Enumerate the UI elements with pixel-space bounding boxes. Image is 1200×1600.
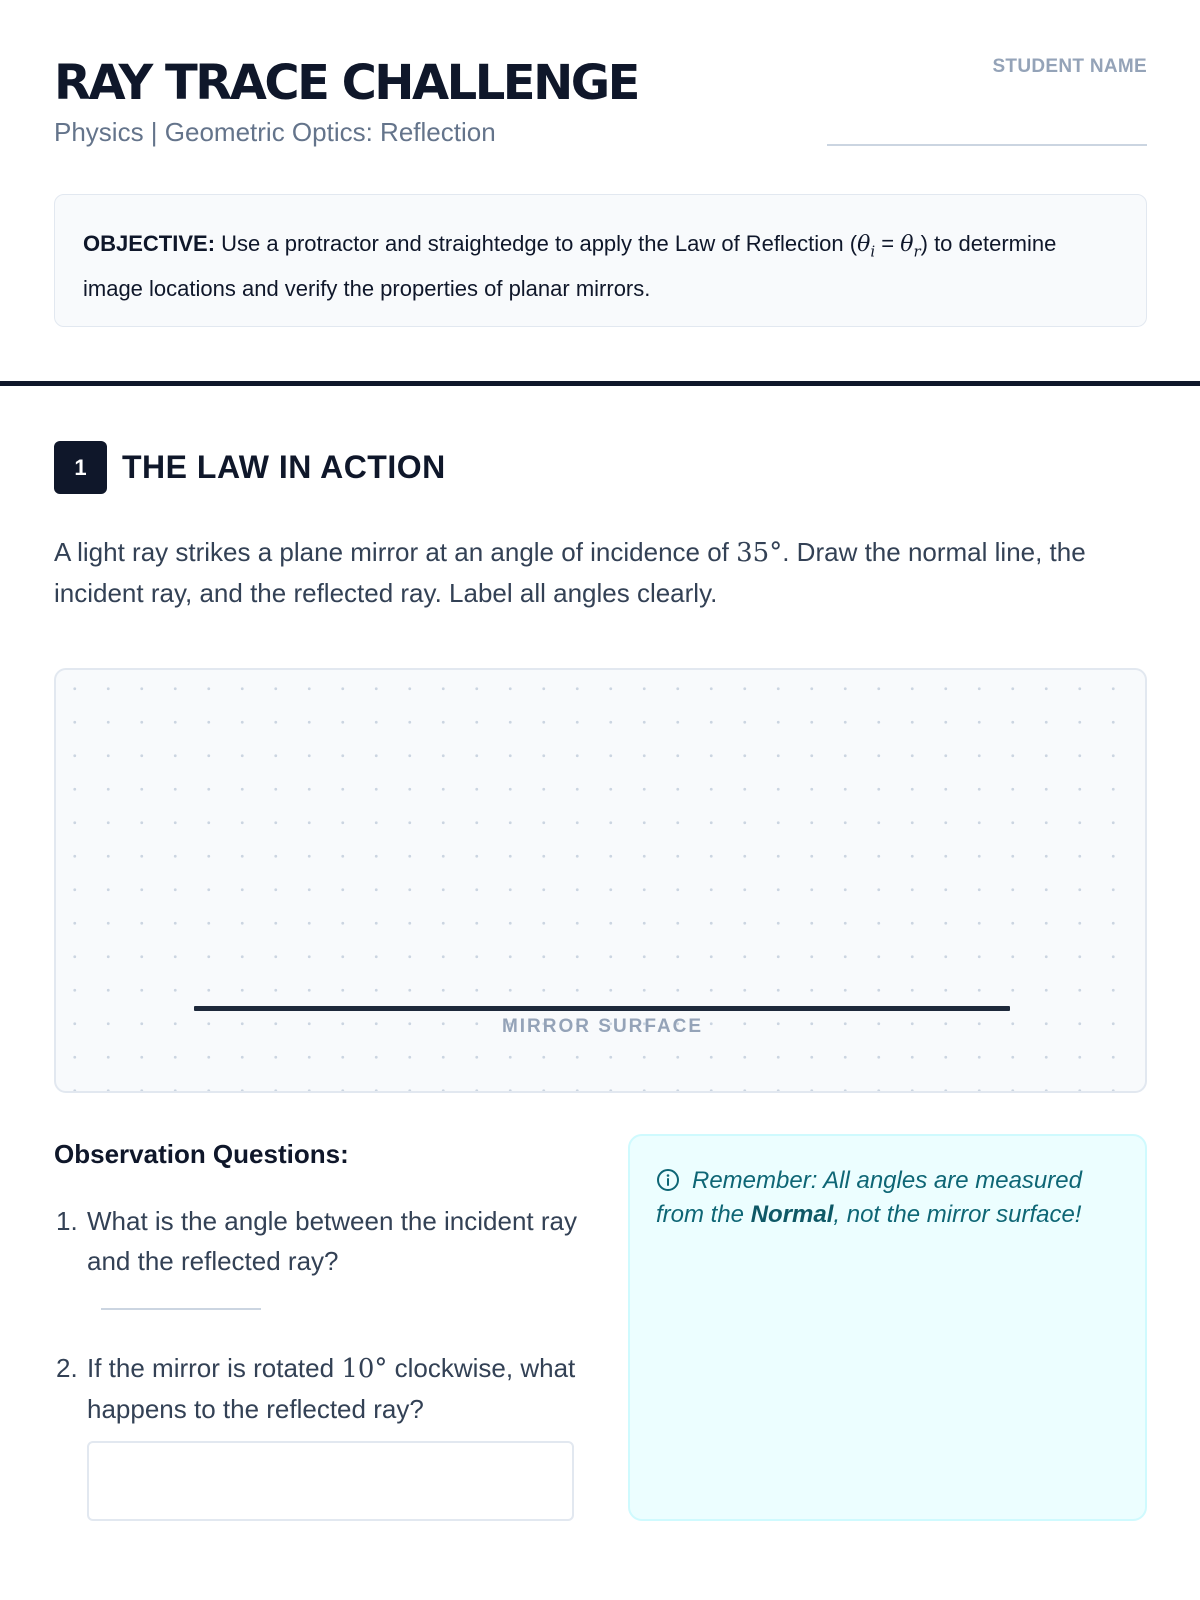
ray-drawing-area[interactable] bbox=[54, 668, 1147, 1093]
section-title: THE LAW IN ACTION bbox=[122, 449, 446, 485]
objective-box bbox=[54, 194, 1147, 327]
reminder-tip-box bbox=[628, 1134, 1147, 1521]
worksheet-title: RAY TRACE CHALLENGE bbox=[54, 55, 638, 111]
question-2-text: If the mirror is rotated 10° clockwise, what happens to the reflected ray? bbox=[87, 1353, 576, 1424]
worksheet-header bbox=[54, 54, 1147, 154]
question-1-answer-line[interactable] bbox=[101, 1308, 261, 1310]
question-1-number: 1. bbox=[56, 1206, 78, 1236]
question-2-answer-box[interactable] bbox=[87, 1441, 574, 1521]
tip-text-before: Remember: All angles are measured from the bbox=[656, 1167, 1082, 1228]
student-name-field[interactable] bbox=[827, 144, 1147, 146]
mirror-surface-line bbox=[194, 1006, 1010, 1011]
tip-bold-normal: Normal bbox=[750, 1201, 834, 1228]
section-number-badge: 1 bbox=[54, 441, 107, 494]
worksheet-subtitle: Physics | Geometric Optics: Reflection bbox=[54, 117, 496, 147]
exercise-prompt: A light ray strikes a plane mirror at an angle of incidence of 35°. Draw the normal line, the incident ray, and the reflected ray. Label all angles clearly. bbox=[54, 537, 1086, 608]
objective-text-after: ) to determine image locations and verify the properties of planar mirrors. bbox=[83, 231, 1057, 302]
objective-text-before: Use a protractor and straightedge to apply the Law of Reflection ( bbox=[215, 231, 858, 256]
question-2-number: 2. bbox=[56, 1353, 78, 1383]
section-divider bbox=[0, 381, 1200, 386]
incidence-angle: 35° bbox=[736, 538, 783, 568]
info-icon bbox=[656, 1168, 680, 1192]
rotation-angle: 10° bbox=[341, 1354, 388, 1384]
theta-r-symbol: $\theta_r$ bbox=[900, 232, 921, 261]
equals-sign: = bbox=[875, 231, 901, 256]
tip-text-after: , not the mirror surface! bbox=[833, 1201, 1082, 1228]
theta-i-symbol: $\theta_i$ bbox=[857, 232, 876, 261]
observation-questions-heading: Observation Questions: bbox=[54, 1139, 349, 1169]
objective-label: OBJECTIVE: bbox=[83, 231, 216, 256]
mirror-surface-label: MIRROR SURFACE bbox=[501, 1016, 704, 1037]
question-1-text: What is the angle between the incident ray and the reflected ray? bbox=[87, 1206, 577, 1276]
student-name-label: STUDENT NAME bbox=[992, 56, 1147, 77]
